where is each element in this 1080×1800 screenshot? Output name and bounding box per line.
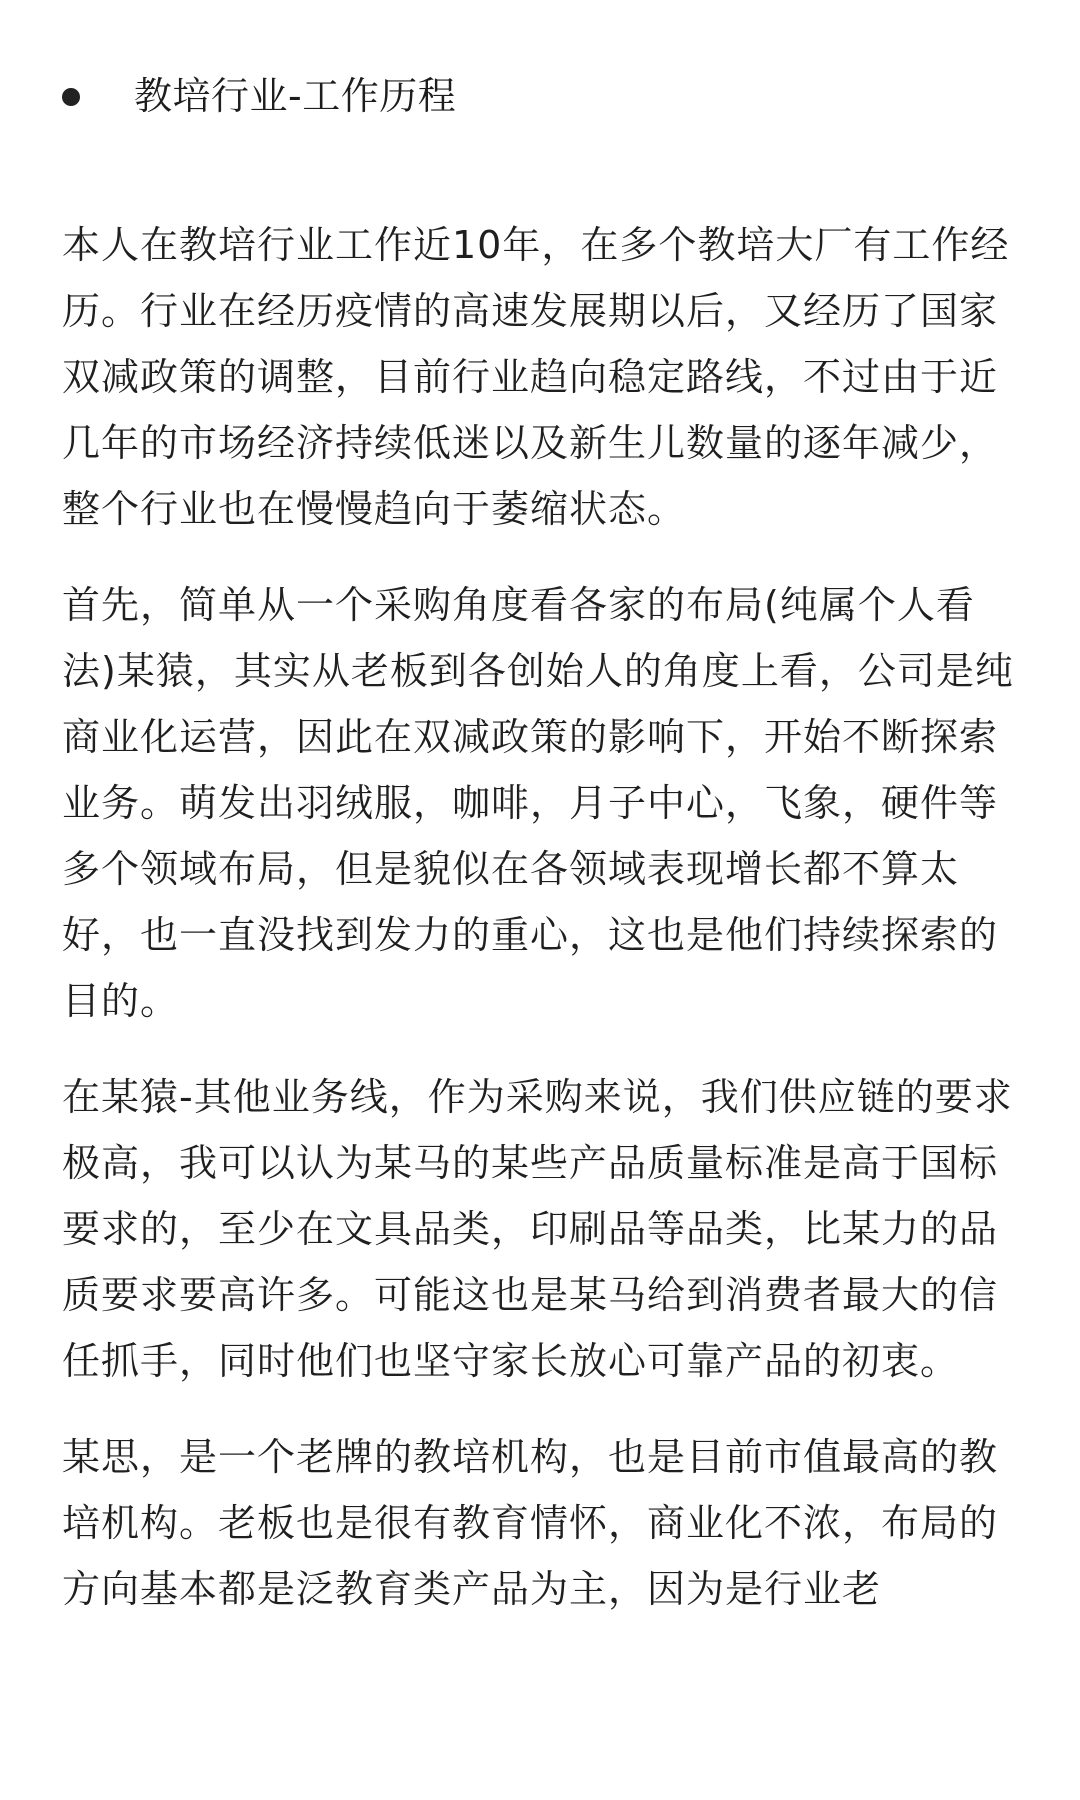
paragraph-3: 在某猿-其他业务线，作为采购来说，我们供应链的要求极高，我可以认为某马的某些产品质量标准是高于国标要求的，至少在文具品类，印刷品等品类，比某力的品质要求要高许多。可能这也是某马给到消费者最大的信任抓手，同时他们也坚守家长放心可靠产品的初衷。: [62, 1075, 1013, 1383]
section-heading: [62, 68, 456, 124]
bullet-dot-icon: [62, 88, 80, 106]
article-body: [62, 212, 1020, 1652]
section-heading-text: 教培行业-工作历程: [134, 74, 457, 118]
paragraph-1: 本人在教培行业工作近10年，在多个教培大厂有工作经历。行业在经历疫情的高速发展期以后，又经历了国家双减政策的调整，目前行业趋向稳定路线，不过由于近几年的市场经济持续低迷以及新生儿数量的逐年减少，整个行业也在慢慢趋向于萎缩状态。: [62, 223, 1010, 531]
paragraph-2: 首先，简单从一个采购角度看各家的布局(纯属个人看法)某猿，其实从老板到各创始人的角度上看，公司是纯商业化运营，因此在双减政策的影响下，开始不断探索业务。萌发出羽绒服，咖啡，月子中心，飞象，硬件等多个领域布局，但是貌似在各领域表现增长都不算太好，也一直没找到发力的重心，这也是他们持续探索的目的。: [62, 583, 1014, 1023]
paragraph-4: 某思，是一个老牌的教培机构，也是目前市值最高的教培机构。老板也是很有教育情怀，商业化不浓，布局的方向基本都是泛教育类产品为主，因为是行业老: [62, 1435, 999, 1611]
